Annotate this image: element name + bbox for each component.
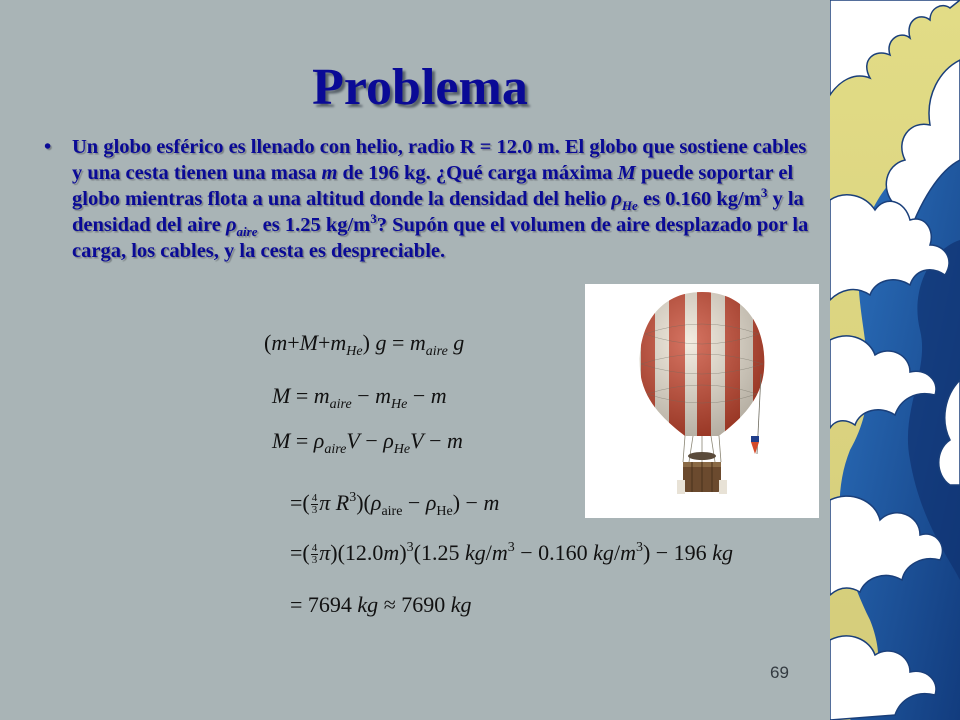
aire-subscript: aire xyxy=(236,224,258,240)
problem-text xyxy=(72,134,820,264)
problem-text-part: es 1.25 kg/m xyxy=(257,214,371,236)
problem-text-part: Un globo esférico es llenado con helio, radio R = 12.0 m. El globo que sostiene cables y una cesta tienen una masa xyxy=(72,136,807,184)
load-symbol: M xyxy=(617,162,636,184)
problem-text-part: y la densidad del aire xyxy=(72,188,804,236)
problem-statement xyxy=(44,134,820,264)
fraction-four-thirds: $\frac{4}{3}$ xyxy=(311,542,318,567)
bullet-marker: • xyxy=(44,136,52,158)
equation-4: =( $\frac{4}{3}$ π $R^3)(\rho_{aire} - \rho_{He}) - m$ xyxy=(290,490,500,519)
equation-1: $(m+M+m_{He}) g = m_{aire}$ g xyxy=(264,330,465,359)
hot-air-balloon-image xyxy=(585,284,819,518)
problem-text-part: de 196 kg. ¿Qué carga máxima xyxy=(337,162,618,184)
mass-symbol: m xyxy=(321,162,338,184)
he-subscript: He xyxy=(621,198,638,214)
exponent: 3 xyxy=(760,185,768,201)
rho-symbol: ρ xyxy=(225,214,237,236)
equation-6: = 7694 kg ≈ 7690 kg xyxy=(290,592,472,617)
equation-2: $M = m_{aire} - m_{He} - m$ xyxy=(272,383,447,412)
rho-symbol: ρ xyxy=(611,188,622,210)
problem-text-part: es 0.160 kg/m xyxy=(637,188,761,210)
equation-3: $M = \rho_{aire}V - \rho_{He}V - m$ xyxy=(272,428,463,457)
wave-decoration xyxy=(830,0,960,720)
problem-text-part: ? Supón que el volumen de aire desplazado por la carga, los cables, y la cesta es despreciable. xyxy=(72,214,809,262)
equation-5: =( $\frac{4}{3}$ $\pi)(12.0m)^3(1.25$ $kg/m^3 - 0.160$ $kg/m^3) - 196$ kg xyxy=(290,540,733,567)
problem-text-part: puede soportar el globo mientras flota a una altitud donde la densidad del helio xyxy=(72,162,794,210)
balloon-photo xyxy=(585,284,819,518)
page-number: 69 xyxy=(770,663,789,682)
slide-title: Problema xyxy=(312,59,528,116)
fraction-four-thirds: $\frac{4}{3}$ xyxy=(311,492,318,517)
exponent: 3 xyxy=(370,211,377,227)
